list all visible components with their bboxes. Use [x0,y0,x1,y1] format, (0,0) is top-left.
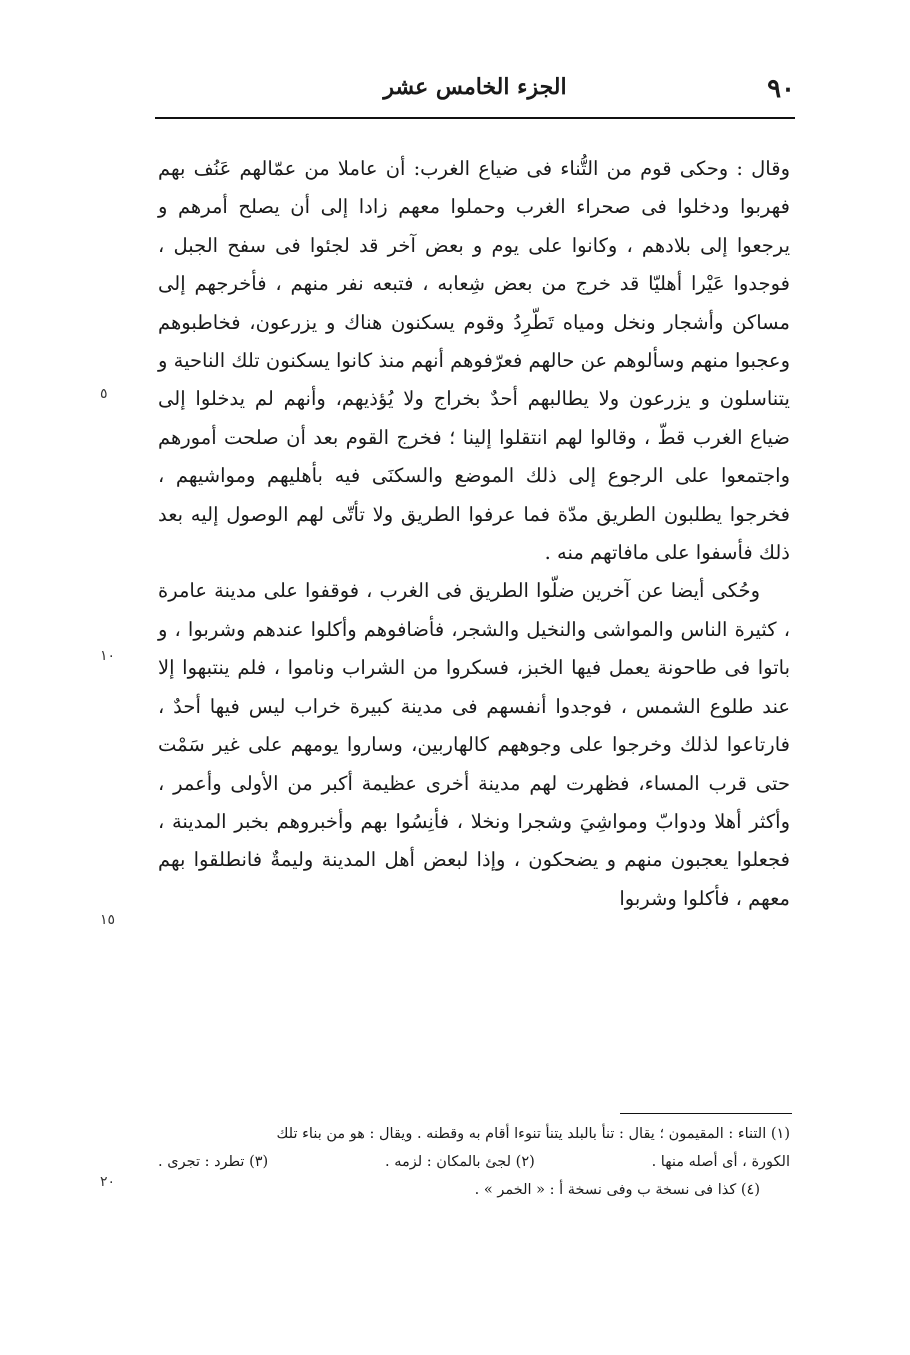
line-number-10: ١٠ [100,648,116,664]
footnote-4: (٤) كذا فى نسخة ب وفى نسخة أ : « الخمر » . [474,1182,760,1198]
page-header [155,72,795,112]
line-number-20: ٢٠ [100,1174,116,1190]
footnote-row [158,1148,790,1176]
running-title: الجزء الخامس عشر [383,74,567,100]
line-number-15: ١٥ [100,912,116,928]
line-number-5: ٥ [100,386,108,402]
footnote-rule [620,1113,792,1114]
body-text [158,150,790,918]
page-number: ٩٠ [767,74,795,104]
footnote-1-line-1: (١) التناء : المقيمون ؛ يقال : تنأ بالبلد يتنأ تنوءا أقام به وقطنه . ويقال : هو من بناء تلك [276,1126,790,1142]
paragraph-1: وقال : وحكى قوم من التُّناء فى ضياع الغرب: أن عاملا من عمّالهم عَنُف بهم فهربوا ودخلوا فى صحراء الغرب وحملوا معهم زادا إلى أن يصلح أمرهم و يرجعوا إلى بلادهم ، وكانوا على يوم و بعض آخر قد لجئوا فى سفح الجبل ، فوجدوا عَيْرا أهليّا قد خرج من بعض شِعابه ، فتبعه نفر منهم ، فأخرجهم إلى مساكن وأشجار ونخل ومياه تَطّرِدُ وقوم يسكنون هناك و يزرعون، فخاطبوهم وعجبوا منهم وسألوهم عن حالهم فعرّفوهم أنهم منذ كانوا يسكنون تلك الناحية و يتناسلون و يزرعون ولا يطالبهم أحدٌ بخراج ولا يُؤذيهم، وأنهم لم يدخلوا إلى ضياع الغرب قطّ ، وقالوا لهم انتقلوا إلينا ؛ فخرج القوم بعد أن صلحت أمورهم واجتمعوا على الرجوع إلى ذلك الموضع والسكنَى فيه بأهليهم ومواشيهم ، فخرجوا يطلبون الطريق مدّة فما عرفوا الطريق ولا تأتّى لهم الوصول إليه بعد ذلك فأسفوا على مافاتهم منه . [158,157,790,565]
paragraph-2: وحُكى أيضا عن آخرين ضلّوا الطريق فى الغرب ، فوقفوا على مدينة عامرة ، كثيرة الناس والمواشى والنخيل والشجر، فأضافوهم وأكلوا عندهم وشربوا ، و باتوا فى طاحونة يعمل فيها الخبز، فسكروا من الشراب وناموا ، فلم ينتبهوا إلا عند طلوع الشمس ، فوجدوا أنفسهم فى مدينة كبيرة خراب ليس فيها أحدٌ ، فارتاعوا لذلك وخرجوا على وجوههم كالهاربين، وساروا يومهم على غير سَمْت حتى قرب المساء، فظهرت لهم مدينة أخرى عظيمة أكبر من الأولى وأعمر ، وأكثر أهلا ودوابّ ومواشِيَ وشجرا ونخلا ، فأنِسُوا بهم وأخبروهم بخبر المدينة ، فجعلوا يعجبون منهم و يضحكون ، وإذا لبعض أهل المدينة وليمةٌ فانطلقوا بهم معهم ، فأكلوا وشربوا [158,579,790,910]
footnote-2: (٢) لجئ بالمكان : لزمه . [384,1154,535,1170]
footnotes [158,1120,790,1204]
footnote-1-line-2: الكورة ، أى أصله منها . [651,1154,790,1170]
footnote-3: (٣) تطرد : تجرى . [158,1154,269,1170]
header-rule [155,117,795,119]
